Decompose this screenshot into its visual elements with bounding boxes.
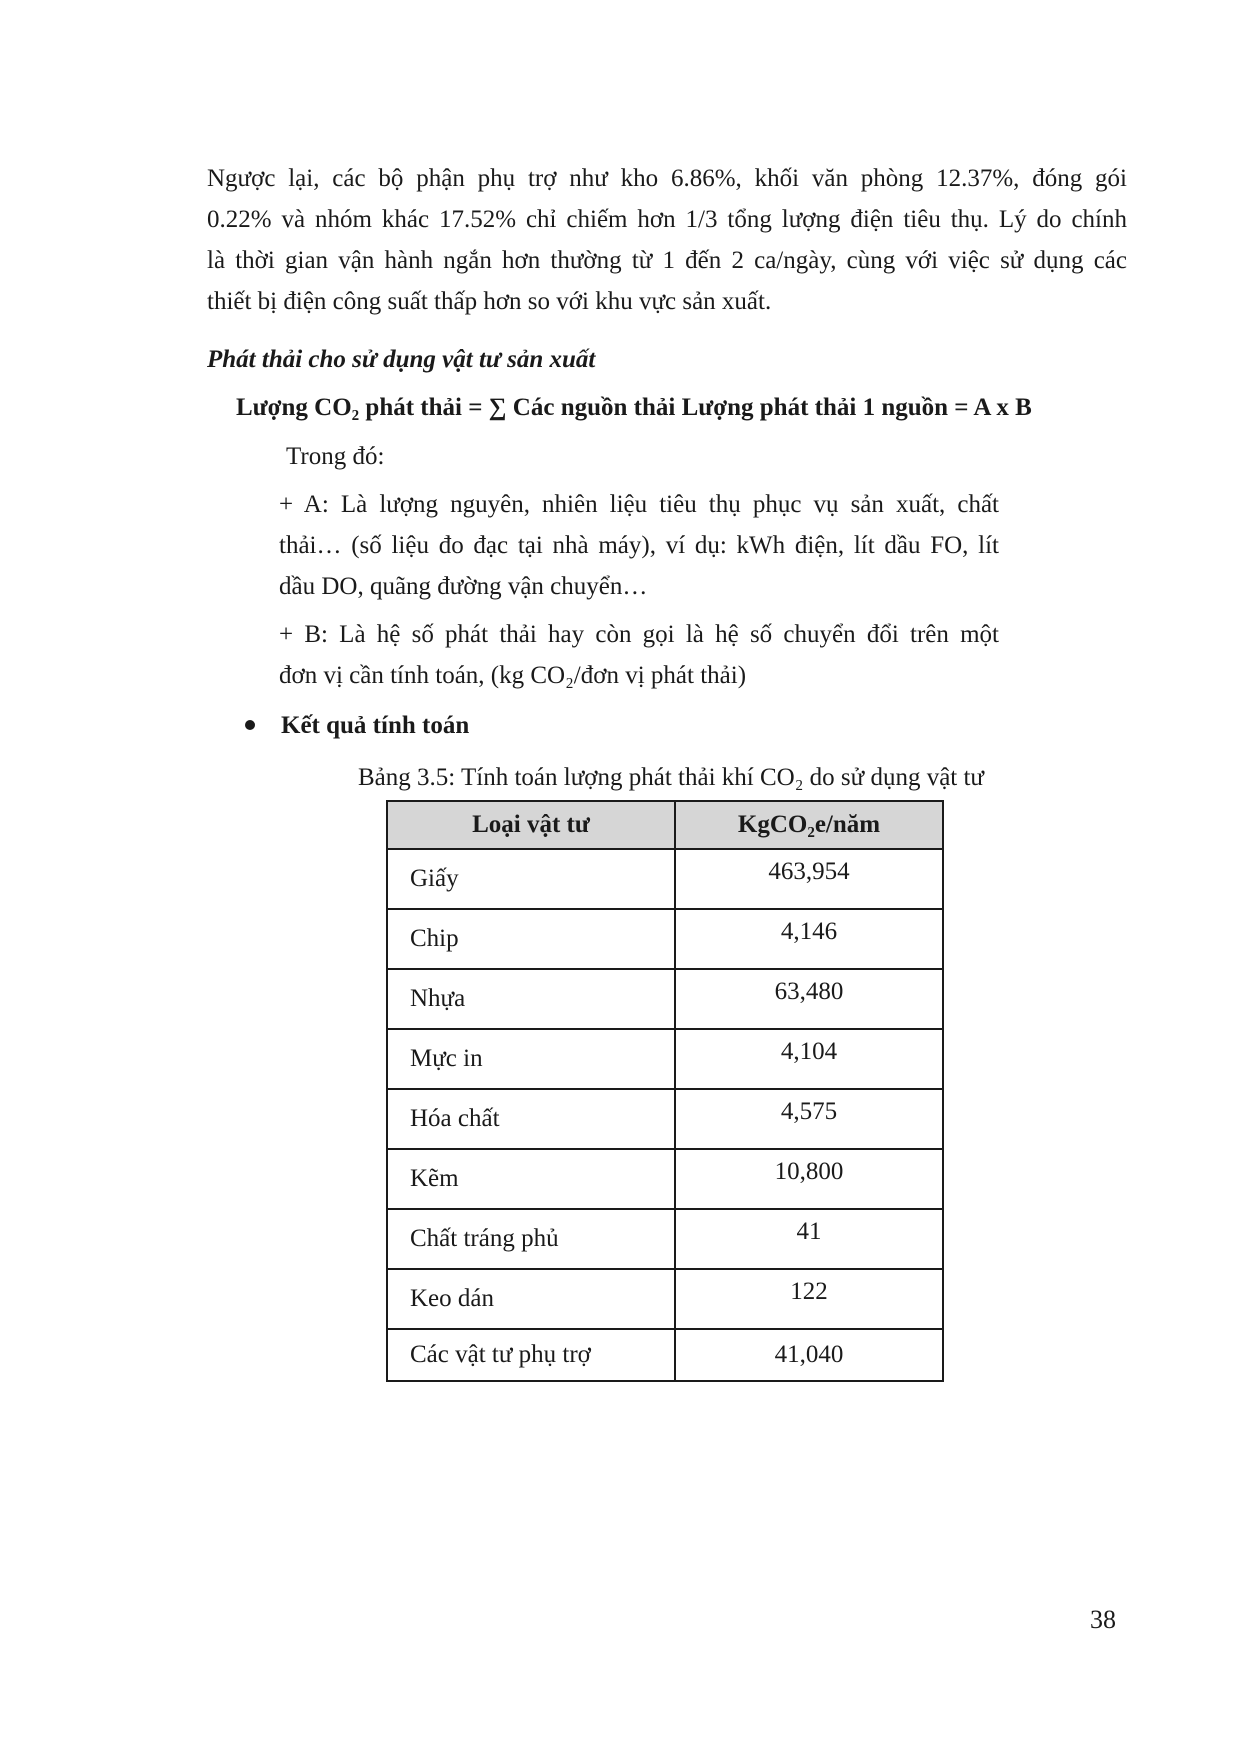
emission-value: 4,104	[675, 1029, 943, 1089]
definition-b	[279, 614, 999, 696]
emission-value: 41,040	[675, 1329, 943, 1381]
bullet-results	[245, 712, 469, 740]
table-row	[387, 1269, 943, 1329]
emission-table	[386, 800, 944, 1382]
emission-value: 41	[675, 1209, 943, 1269]
page-number: 38	[1090, 1605, 1116, 1634]
material-name: Mực in	[387, 1029, 675, 1089]
table-row	[387, 1329, 943, 1381]
material-name: Nhựa	[387, 969, 675, 1029]
emission-value: 10,800	[675, 1149, 943, 1209]
table-row	[387, 1209, 943, 1269]
definition-a	[279, 484, 999, 607]
material-name: Chất tráng phủ	[387, 1209, 675, 1269]
where-label: Trong đó:	[286, 443, 385, 470]
definition-line: + A: Là lượng nguyên, nhiên liệu tiêu thụ phục vụ sản xuất, chất	[279, 491, 999, 518]
material-name: Hóa chất	[387, 1089, 675, 1149]
table-row	[387, 849, 943, 909]
emission-value: 122	[675, 1269, 943, 1329]
section-heading: Phát thải cho sử dụng vật tư sản xuất	[207, 346, 596, 373]
material-name: Keo dán	[387, 1269, 675, 1329]
material-name: Chip	[387, 909, 675, 969]
bullet-icon	[245, 720, 255, 730]
table-row	[387, 1149, 943, 1209]
table-header-row	[387, 801, 943, 849]
definition-line: dầu DO, quãng đường vận chuyển…	[279, 573, 648, 600]
material-name: Các vật tư phụ trợ	[387, 1329, 675, 1381]
emission-formula: Lượng CO₂ phát thải = ∑ Các nguồn thải Lượng phát thải 1 nguồn = A x B	[236, 394, 1032, 421]
emission-value: 4,575	[675, 1089, 943, 1149]
emission-value: 63,480	[675, 969, 943, 1029]
bullet-heading: Kết quả tính toán	[281, 712, 470, 739]
table-caption: Bảng 3.5: Tính toán lượng phát thải khí CO₂ do sử dụng vật tư	[358, 764, 984, 791]
definition-line: thải… (số liệu đo đạc tại nhà máy), ví dụ: kWh điện, lít dầu FO, lít	[279, 532, 999, 559]
paragraph-line: Ngược lại, các bộ phận phụ trợ như kho 6.86%, khối văn phòng 12.37%, đóng gói	[207, 165, 1127, 192]
table-row	[387, 1089, 943, 1149]
table-row	[387, 1029, 943, 1089]
header-material-type: Loại vật tư	[387, 801, 675, 849]
header-emission-value: KgCO₂e/năm	[675, 801, 943, 849]
definition-line: đơn vị cần tính toán, (kg CO₂/đơn vị phát thải)	[279, 662, 747, 689]
table-row	[387, 969, 943, 1029]
emission-value: 463,954	[675, 849, 943, 909]
table-row	[387, 909, 943, 969]
paragraph-line: là thời gian vận hành ngắn hơn thường từ 1 đến 2 ca/ngày, cùng với việc sử dụng các	[207, 247, 1127, 274]
definition-line: + B: Là hệ số phát thải hay còn gọi là hệ số chuyển đổi trên một	[279, 621, 999, 648]
paragraph-line: 0.22% và nhóm khác 17.52% chỉ chiếm hơn 1/3 tổng lượng điện tiêu thụ. Lý do chính	[207, 206, 1127, 233]
paragraph-line: thiết bị điện công suất thấp hơn so với khu vực sản xuất.	[207, 288, 772, 315]
paragraph-auxiliary-departments	[207, 158, 1127, 322]
material-name: Kẽm	[387, 1149, 675, 1209]
emission-value: 4,146	[675, 909, 943, 969]
material-name: Giấy	[387, 849, 675, 909]
